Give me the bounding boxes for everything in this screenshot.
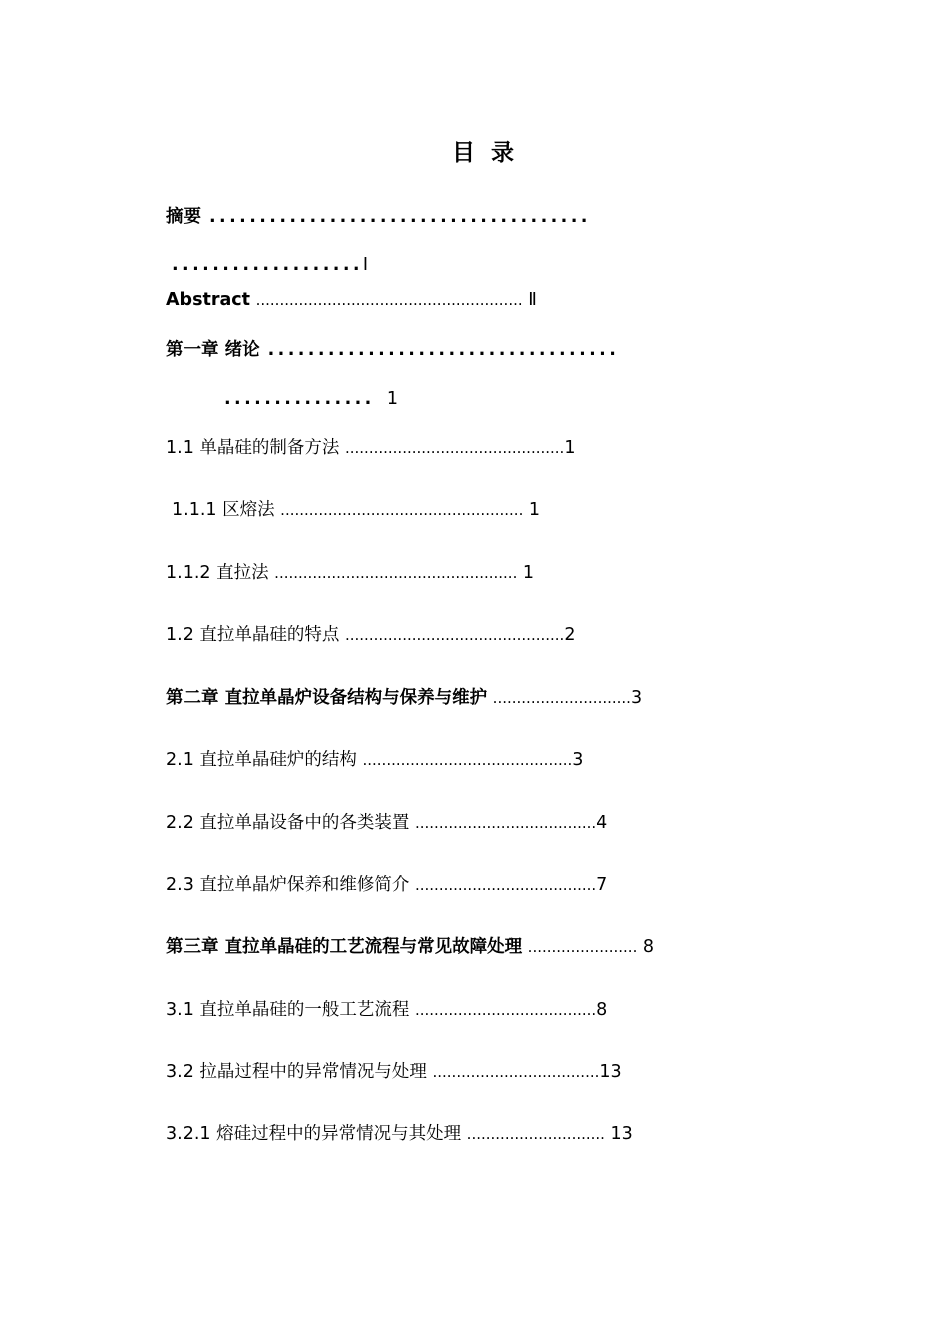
toc-entry-page: 8 <box>596 1000 608 1020</box>
toc-entry-page: 13 <box>610 1124 633 1144</box>
toc-entry-leader: ....................... <box>527 938 638 956</box>
toc-entry-leader: ............................................ <box>362 751 573 769</box>
toc-entry-leader: ................... <box>172 255 363 275</box>
toc-entry-leader: ...................................... <box>414 814 597 832</box>
toc-entry-chapter-3[interactable] <box>166 935 654 959</box>
toc-entry-label: 2.1 直拉单晶硅炉的结构 <box>166 750 357 770</box>
toc-entry-page: 8 <box>642 937 655 957</box>
toc-entry-page: 1 <box>522 563 535 583</box>
toc-entry-page: 3 <box>572 750 584 770</box>
toc-entry-page: 1 <box>386 389 398 409</box>
toc-entry-label: 2.3 直拉单晶炉保养和维修简介 <box>166 875 410 895</box>
toc-entry-abstract-cn[interactable] <box>166 205 591 229</box>
toc-entry-page: 7 <box>596 875 608 895</box>
toc-entry-page: 3 <box>630 688 643 708</box>
toc-entry-chapter-1-cont[interactable] <box>224 387 398 411</box>
toc-entry-label: 3.2.1 熔硅过程中的异常情况与其处理 <box>166 1124 462 1144</box>
toc-entry-label: 第三章 直拉单晶硅的工艺流程与常见故障处理 <box>166 937 523 957</box>
toc-entry-chapter-2[interactable] <box>166 686 642 710</box>
toc-entry-label: 3.2 拉晶过程中的异常情况与处理 <box>166 1062 427 1082</box>
toc-entry-leader: ...................................... <box>414 876 597 894</box>
toc-entry-leader: ............................. <box>466 1125 605 1143</box>
toc-entry-3-1[interactable] <box>166 998 607 1022</box>
toc-entry-label: 1.1.1 区熔法 <box>172 500 275 520</box>
toc-entry-2-3[interactable] <box>166 873 607 897</box>
toc-entry-2-2[interactable] <box>166 811 607 835</box>
toc-entry-1-1[interactable] <box>166 436 575 460</box>
toc-entry-1-1-1[interactable] <box>172 498 540 522</box>
toc-entry-page: Ⅰ <box>362 255 369 275</box>
toc-entry-1-1-2[interactable] <box>166 561 534 585</box>
toc-entry-3-2[interactable] <box>166 1060 622 1084</box>
toc-entry-label: 第二章 直拉单晶炉设备结构与保养与维护 <box>166 688 488 708</box>
toc-entry-leader: ................................................... <box>280 501 524 519</box>
toc-title: 目 录 <box>451 140 518 166</box>
toc-entry-leader: .............................................. <box>344 626 565 644</box>
toc-entry-leader: ...................................... <box>209 207 591 227</box>
toc-entry-abstract-cn-cont[interactable] <box>172 253 368 277</box>
toc-entry-leader: .............................................. <box>344 439 565 457</box>
toc-entry-label: 摘要 <box>166 207 201 227</box>
toc-entry-page: 2 <box>564 625 576 645</box>
toc-entry-page: 13 <box>599 1062 622 1082</box>
toc-entry-leader: ................................................... <box>274 564 518 582</box>
toc-entry-1-2[interactable] <box>166 623 575 647</box>
toc-entry-leader: ...................................... <box>414 1001 597 1019</box>
toc-entry-label: Abstract <box>166 290 251 310</box>
toc-entry-label: 1.1 单晶硅的制备方法 <box>166 438 340 458</box>
toc-entry-page: 1 <box>564 438 576 458</box>
toc-entry-2-1[interactable] <box>166 748 583 772</box>
toc-entry-page: Ⅱ <box>528 290 537 310</box>
toc-entry-leader: ................................... <box>267 340 620 360</box>
toc-entry-label: 第一章 绪论 <box>166 340 260 360</box>
toc-entry-leader: ................................... <box>432 1063 600 1081</box>
toc-entry-chapter-1[interactable] <box>166 338 619 362</box>
toc-entry-label: 1.1.2 直拉法 <box>166 563 269 583</box>
toc-entry-3-2-1[interactable] <box>166 1122 633 1146</box>
toc-entry-label: 3.1 直拉单晶硅的一般工艺流程 <box>166 1000 410 1020</box>
toc-entry-label: 2.2 直拉单晶设备中的各类装置 <box>166 813 410 833</box>
toc-entry-leader: ........................................................ <box>255 291 523 309</box>
toc-entry-leader: ............................. <box>492 689 631 707</box>
toc-entry-page: 1 <box>528 500 541 520</box>
toc-entry-label: 1.2 直拉单晶硅的特点 <box>166 625 340 645</box>
toc-entry-page: 4 <box>596 813 608 833</box>
toc-entry-leader: ............... <box>224 389 375 409</box>
toc-entry-abstract-en[interactable] <box>166 288 537 312</box>
